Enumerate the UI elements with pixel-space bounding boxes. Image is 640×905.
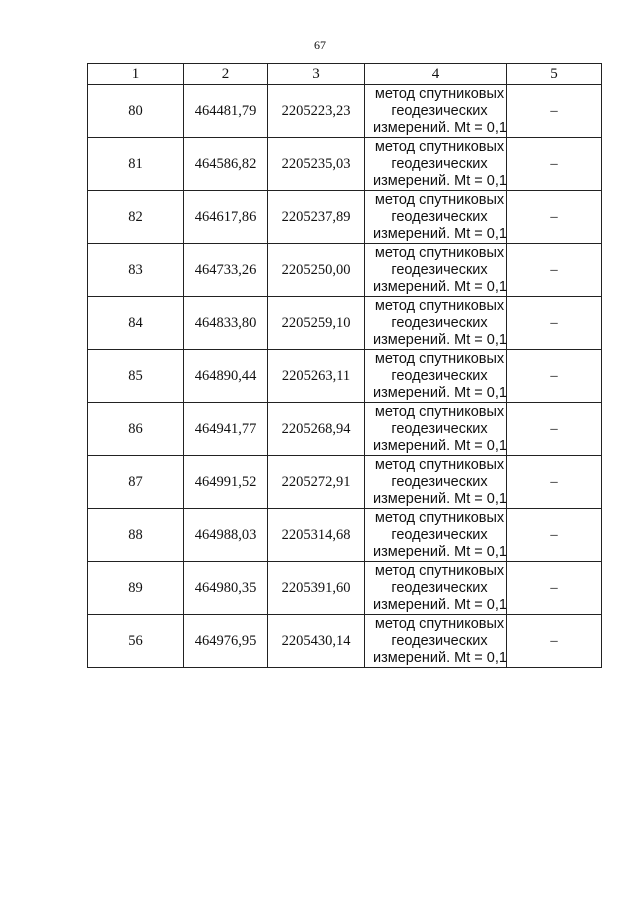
point-number-cell: 56: [88, 615, 184, 668]
note-cell: –: [507, 562, 602, 615]
method-line: геодезических: [391, 155, 488, 172]
method-line: метод спутниковых: [374, 509, 505, 526]
y-coordinate-cell: 2205235,03: [268, 138, 365, 191]
method-line: измерений. Mt = 0,1: [373, 384, 507, 401]
note-cell: –: [507, 297, 602, 350]
method-cell: [365, 615, 507, 668]
page-number: 67: [314, 38, 326, 52]
method-cell: [365, 191, 507, 244]
point-number-cell: 88: [88, 509, 184, 562]
y-coordinate-cell: 2205314,68: [268, 509, 365, 562]
x-coordinate-cell: 464833,80: [184, 297, 268, 350]
x-coordinate-cell: 464733,26: [184, 244, 268, 297]
table-row: [88, 456, 602, 509]
method-line: измерений. Mt = 0,1: [373, 543, 507, 560]
y-coordinate-cell: 2205391,60: [268, 562, 365, 615]
method-line: измерений. Mt = 0,1: [373, 278, 507, 295]
x-coordinate-cell: 464941,77: [184, 403, 268, 456]
method-line: геодезических: [391, 632, 488, 649]
point-number-cell: 89: [88, 562, 184, 615]
y-coordinate-cell: 2205430,14: [268, 615, 365, 668]
method-cell: [365, 138, 507, 191]
method-line: геодезических: [391, 526, 488, 543]
x-coordinate-cell: 464586,82: [184, 138, 268, 191]
method-cell: [365, 562, 507, 615]
method-line: измерений. Mt = 0,1: [373, 437, 507, 454]
note-cell: –: [507, 615, 602, 668]
method-line: геодезических: [391, 420, 488, 437]
point-number-cell: 84: [88, 297, 184, 350]
x-coordinate-cell: 464890,44: [184, 350, 268, 403]
table-row: [88, 350, 602, 403]
method-line: измерений. Mt = 0,1: [373, 649, 507, 666]
x-coordinate-cell: 464988,03: [184, 509, 268, 562]
y-coordinate-cell: 2205268,94: [268, 403, 365, 456]
point-number-cell: 80: [88, 85, 184, 138]
x-coordinate-cell: 464617,86: [184, 191, 268, 244]
table-row: [88, 138, 602, 191]
note-cell: –: [507, 350, 602, 403]
method-line: геодезических: [391, 102, 488, 119]
method-line: метод спутниковых: [374, 191, 505, 208]
method-line: метод спутниковых: [374, 562, 505, 579]
table-row: [88, 562, 602, 615]
method-line: геодезических: [391, 208, 488, 225]
method-line: геодезических: [391, 473, 488, 490]
method-line: метод спутниковых: [374, 244, 505, 261]
table-row: [88, 403, 602, 456]
method-line: измерений. Mt = 0,1: [373, 172, 507, 189]
method-cell: [365, 350, 507, 403]
method-cell: [365, 456, 507, 509]
x-coordinate-cell: 464980,35: [184, 562, 268, 615]
method-cell: [365, 85, 507, 138]
note-cell: –: [507, 191, 602, 244]
x-coordinate-cell: 464991,52: [184, 456, 268, 509]
method-line: измерений. Mt = 0,1: [373, 225, 507, 242]
column-header: 3: [268, 64, 365, 85]
table-row: [88, 85, 602, 138]
table-row: [88, 509, 602, 562]
note-cell: –: [507, 138, 602, 191]
y-coordinate-cell: 2205250,00: [268, 244, 365, 297]
method-line: метод спутниковых: [374, 138, 505, 155]
point-number-cell: 86: [88, 403, 184, 456]
method-line: геодезических: [391, 579, 488, 596]
table-body: [88, 85, 602, 668]
table-row: [88, 297, 602, 350]
method-cell: [365, 297, 507, 350]
column-header: 2: [184, 64, 268, 85]
y-coordinate-cell: 2205263,11: [268, 350, 365, 403]
method-line: измерений. Mt = 0,1: [373, 596, 507, 613]
note-cell: –: [507, 85, 602, 138]
point-number-cell: 82: [88, 191, 184, 244]
table-header-row: [88, 64, 602, 85]
note-cell: –: [507, 456, 602, 509]
note-cell: –: [507, 403, 602, 456]
method-line: геодезических: [391, 367, 488, 384]
y-coordinate-cell: 2205223,23: [268, 85, 365, 138]
x-coordinate-cell: 464481,79: [184, 85, 268, 138]
note-cell: –: [507, 509, 602, 562]
column-header: 1: [88, 64, 184, 85]
method-cell: [365, 403, 507, 456]
point-number-cell: 81: [88, 138, 184, 191]
coordinates-table: [87, 63, 602, 668]
method-line: метод спутниковых: [374, 615, 505, 632]
table-row: [88, 191, 602, 244]
method-cell: [365, 244, 507, 297]
x-coordinate-cell: 464976,95: [184, 615, 268, 668]
method-line: измерений. Mt = 0,1: [373, 331, 507, 348]
point-number-cell: 83: [88, 244, 184, 297]
method-cell: [365, 509, 507, 562]
table-row: [88, 244, 602, 297]
column-header: 4: [365, 64, 507, 85]
column-header: 5: [507, 64, 602, 85]
method-line: метод спутниковых: [374, 297, 505, 314]
method-line: метод спутниковых: [374, 85, 505, 102]
method-line: измерений. Mt = 0,1: [373, 119, 507, 136]
point-number-cell: 87: [88, 456, 184, 509]
method-line: геодезических: [391, 261, 488, 278]
method-line: геодезических: [391, 314, 488, 331]
y-coordinate-cell: 2205272,91: [268, 456, 365, 509]
point-number-cell: 85: [88, 350, 184, 403]
y-coordinate-cell: 2205259,10: [268, 297, 365, 350]
y-coordinate-cell: 2205237,89: [268, 191, 365, 244]
note-cell: –: [507, 244, 602, 297]
method-line: метод спутниковых: [374, 456, 505, 473]
method-line: метод спутниковых: [374, 403, 505, 420]
method-line: измерений. Mt = 0,1: [373, 490, 507, 507]
table-row: [88, 615, 602, 668]
method-line: метод спутниковых: [374, 350, 505, 367]
